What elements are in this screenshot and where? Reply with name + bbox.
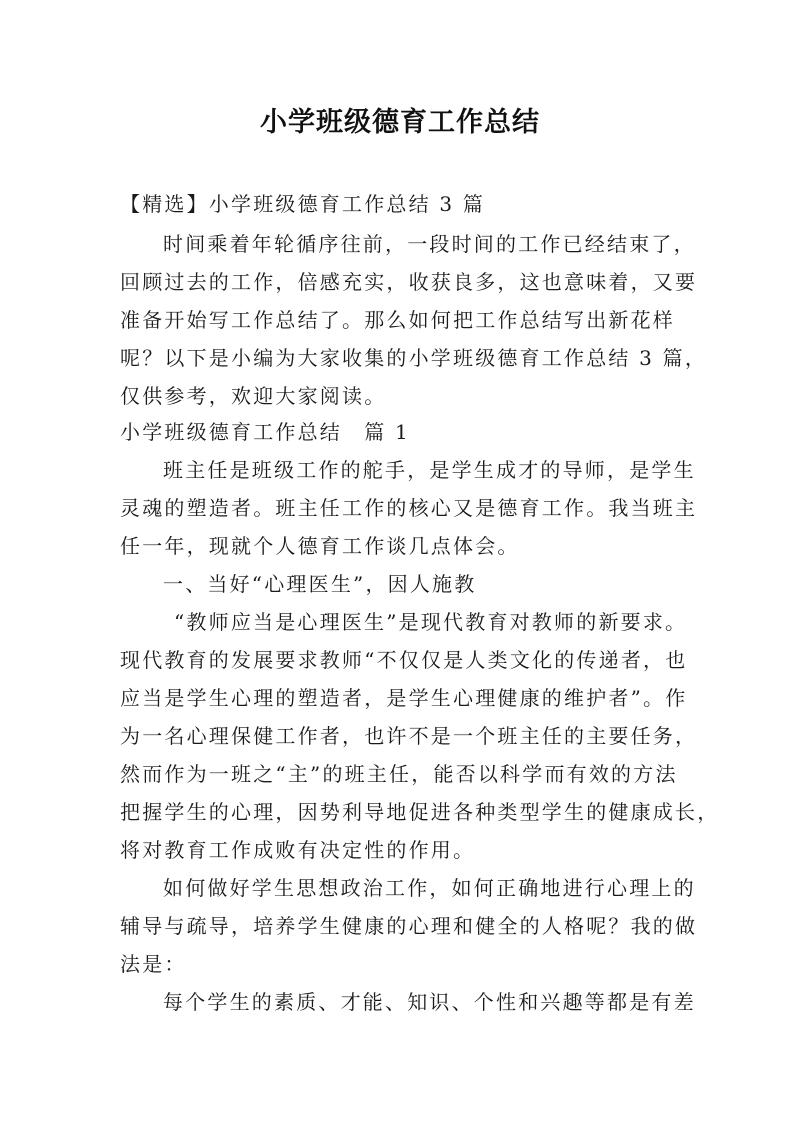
doc-line: 任一年，现就个人德育工作谈几点体会。 xyxy=(120,534,520,558)
doc-line: 然而作为一班之“主”的班主任，能否以科学而有效的方法 xyxy=(120,762,678,786)
doc-line: 呢？以下是小编为大家收集的小学班级德育工作总结 3 篇， xyxy=(120,346,708,370)
doc-line: 灵魂的塑造者。班主任工作的核心又是德育工作。我当班主 xyxy=(120,496,698,520)
doc-line: 仅供参考，欢迎大家阅读。 xyxy=(120,384,387,408)
document-title: 小学班级德育工作总结 xyxy=(260,107,540,138)
doc-line-intro-heading: 【精选】小学班级德育工作总结 3 篇 xyxy=(120,192,486,216)
doc-line: 法是： xyxy=(120,952,187,976)
doc-line: 现代教育的发展要求教师“不仅仅是人类文化的传递者，也 xyxy=(120,648,688,672)
section-heading: 小学班级德育工作总结 篇 1 xyxy=(120,420,410,444)
doc-line: “教师应当是心理医生”是现代教育对教师的新要求。 xyxy=(174,610,688,634)
doc-line: 把握学生的心理，因势利导地促进各种类型学生的健康成长， xyxy=(120,800,720,824)
doc-line: 应当是学生心理的塑造者，是学生心理健康的维护者”。作 xyxy=(120,686,688,710)
doc-line: 辅导与疏导，培养学生健康的心理和健全的人格呢？我的做 xyxy=(120,914,698,938)
doc-line: 准备开始写工作总结了。那么如何把工作总结写出新花样 xyxy=(120,308,675,332)
doc-line: 为一名心理保健工作者，也许不是一个班主任的主要任务， xyxy=(120,724,698,748)
doc-line: 将对教育工作成败有决定性的作用。 xyxy=(120,838,476,862)
doc-line: 时间乘着年轮循序往前，一段时间的工作已经结束了， xyxy=(163,232,696,256)
doc-line: 如何做好学生思想政治工作，如何正确地进行心理上的 xyxy=(163,876,696,900)
doc-line: 回顾过去的工作，倍感充实，收获良多，这也意味着，又要 xyxy=(120,270,698,294)
doc-line: 每个学生的素质、才能、知识、个性和兴趣等都是有差 xyxy=(163,990,696,1014)
subsection-heading: 一、当好“心理医生”，因人施教 xyxy=(163,572,477,596)
doc-line: 班主任是班级工作的舵手，是学生成才的导师，是学生 xyxy=(163,458,696,482)
